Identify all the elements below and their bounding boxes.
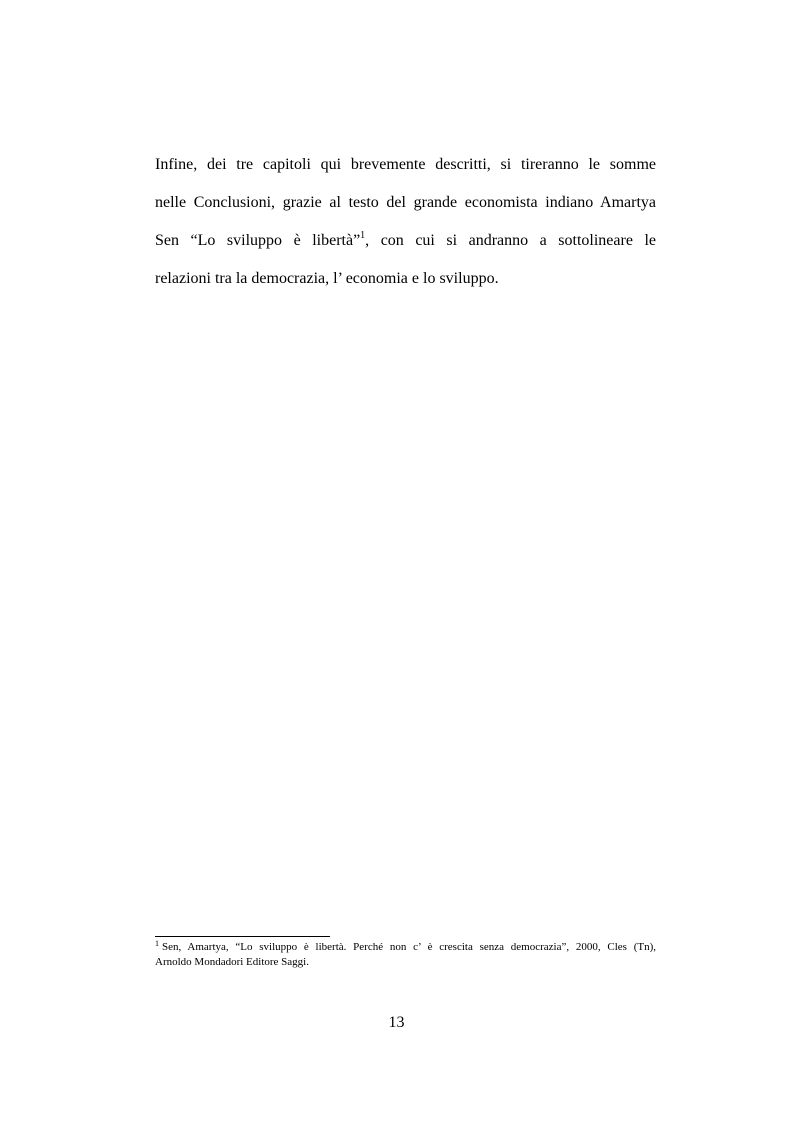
paragraph-line: Infine, dei tre capitoli qui brevemente descritti, si tireranno le somme	[155, 156, 656, 173]
page-number: 13	[388, 1014, 405, 1031]
footnote-reference[interactable]: 1	[360, 230, 366, 241]
paragraph-line	[155, 222, 656, 260]
paragraph-text: , con cui si andranno a sottolineare le	[365, 232, 657, 249]
footnote-marker: 1	[155, 939, 159, 948]
paragraph-line: relazioni tra la democrazia, l’ economia e lo sviluppo.	[155, 270, 499, 287]
footnote-line	[155, 940, 656, 955]
footnote-text: Sen, Amartya, “Lo sviluppo è libertà. Perché non c’ è crescita senza democrazia”, 2000, Cles (Tn),	[162, 941, 656, 953]
body-paragraph	[155, 146, 656, 298]
footnote-line: Arnoldo Mondadori Editore Saggi.	[155, 956, 309, 968]
footnote	[155, 940, 656, 970]
footnote-separator	[155, 936, 330, 937]
paragraph-text: Sen “Lo sviluppo è libertà”	[155, 232, 361, 249]
paragraph-line: nelle Conclusioni, grazie al testo del grande economista indiano Amartya	[155, 194, 656, 211]
